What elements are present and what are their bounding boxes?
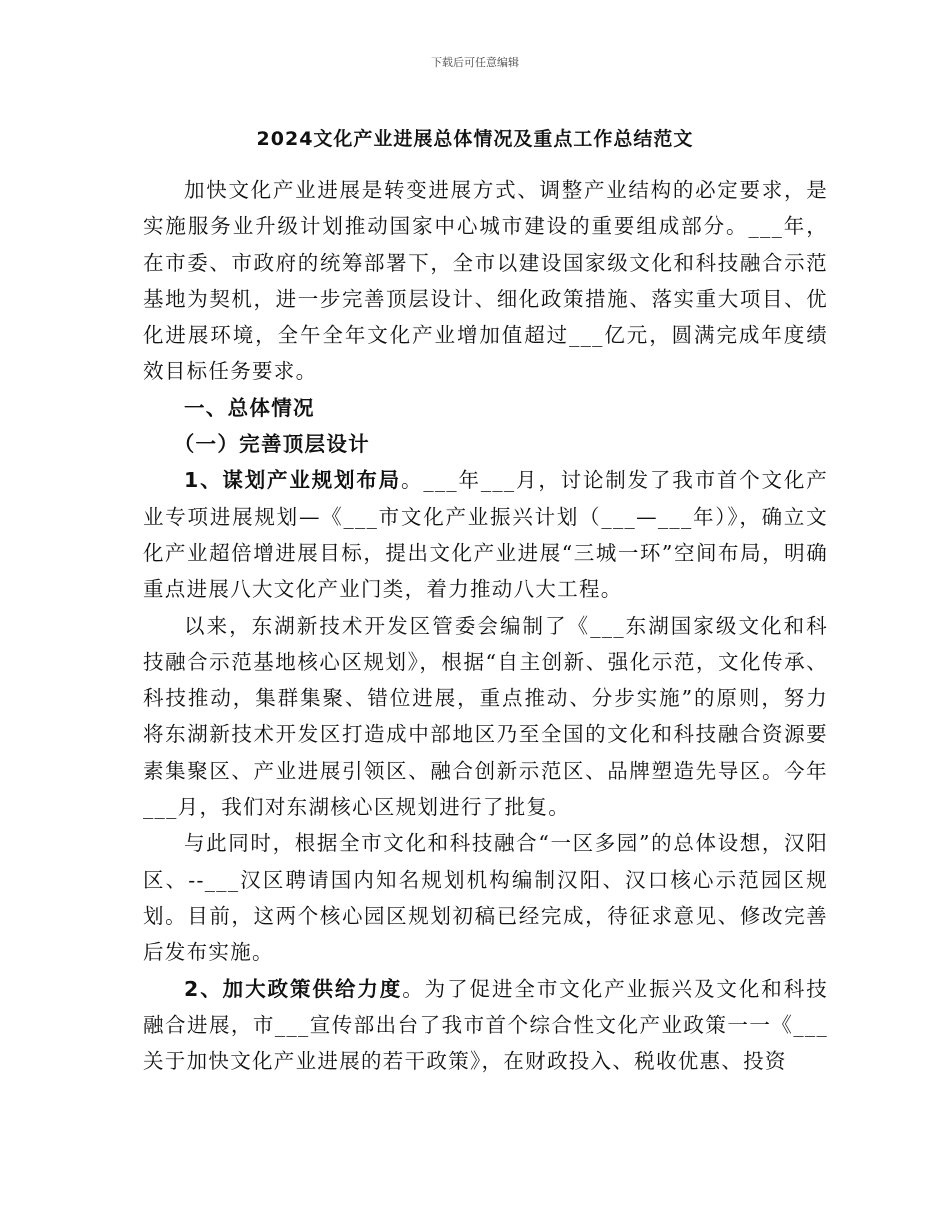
item-2-paragraph [143,971,828,1080]
document-title: 2024文化产业进展总体情况及重点工作总结范文 [256,128,694,150]
document-body [143,172,828,1079]
item-2-text: 。为了促进全市文化产业振兴及文化和科技融合进展，市___宣传部出台了我市首个综合性文化产业政策一一《___关于加快文化产业进展的若干政策》，在财政投入、税收优惠、投资 [143,976,828,1074]
intro-paragraph: 加快文化产业进展是转变进展方式、调整产业结构的必定要求，是实施服务业升级计划推动国家中心城市建设的重要组成部分。___年，在市委、市政府的统筹部署下，全市以建设国家级文化和科技融合示范基地为契机，进一步完善顶层设计、细化政策措施、落实重大项目、优化进展环境，全午全年文化产业增加值超过___亿元，圆满完成年度绩效目标任务要求。 [143,178,828,384]
paragraph-2: 以来，东湖新技术开发区管委会编制了《___东湖国家级文化和科技融合示范基地核心区规划》，根据“自主创新、强化示范，文化传承、科技推动，集群集聚、错位进展，重点推动、分步实施”的原则，努力将东湖新技术开发区打造成中部地区乃至全国的文化和科技融合资源要素集聚区、产业进展引领区、融合创新示范区、品牌塑造先导区。今年___月，我们对东湖核心区规划进行了批复。 [143,613,828,820]
item-1-paragraph [143,462,828,607]
page-header-note: 下载后可任意编辑 [431,56,519,69]
item-2-lead: 2、加大政策供给力度 [184,976,403,1001]
section-heading: 一、总体情况 [184,395,315,420]
item-1-text: 。___年___月，讨论制发了我市首个文化产业专项进展规划—《___市文化产业振兴计划（___—___年）》，确立文化产业超倍增进展目标，提出文化产业进展“三城一环”空间布局，明确重点进展八大文化产业门类，着力推动八大工程。 [143,468,828,602]
paragraph-3: 与此同时，根据全市文化和科技融合“一区多园”的总体设想，汉阳区、--___汉区聘请国内知名规划机构编制汉阳、汉口核心示范园区规划。目前，这两个核心园区规划初稿已经完成，待征求意见、修改完善后发布实施。 [143,831,828,965]
subsection-heading: （一）完善顶层设计 [173,432,370,457]
item-1-lead: 1、谋划产业规划布局 [184,468,401,493]
